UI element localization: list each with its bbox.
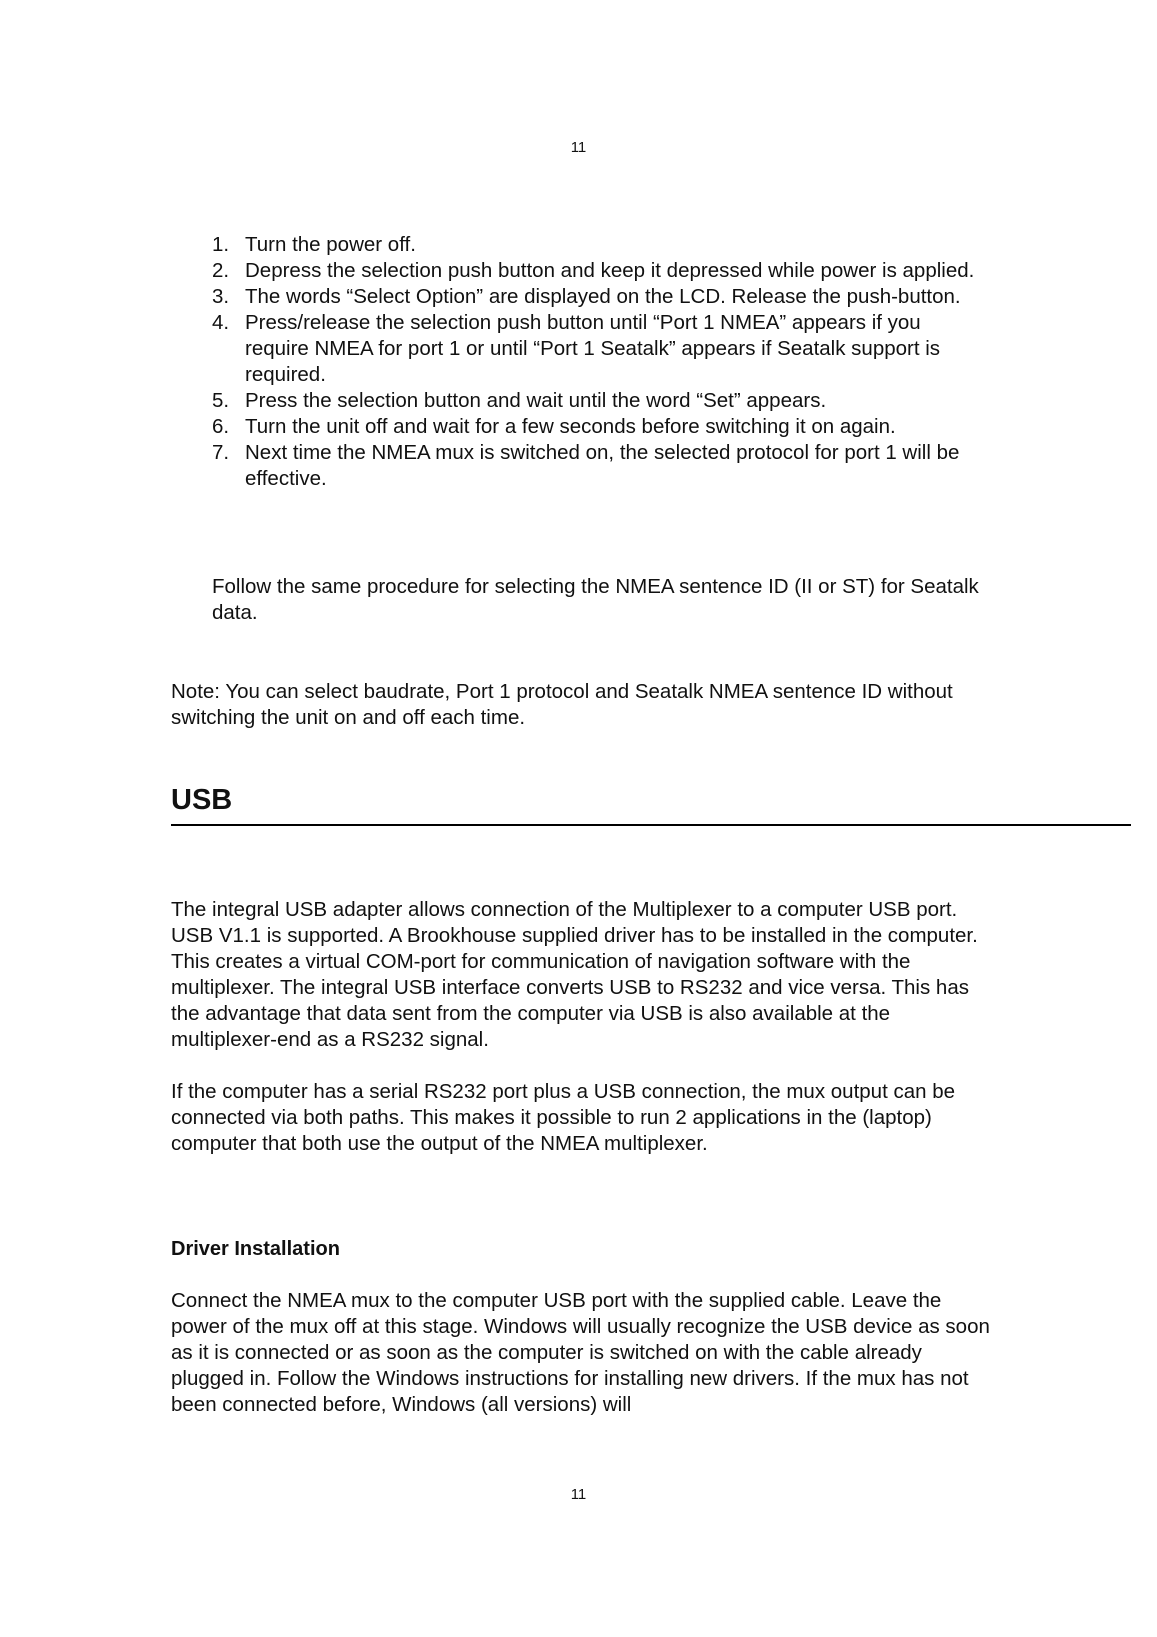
list-item: [212, 284, 982, 310]
section-divider: [171, 824, 1131, 826]
driver-installation-heading: Driver Installation: [171, 1238, 340, 1260]
step-text: Press the selection button and wait until the word “Set” appears.: [245, 389, 827, 412]
step-number: 5.: [212, 389, 230, 412]
step-number: 3.: [212, 285, 230, 308]
list-item: [212, 440, 982, 492]
step-number: 1.: [212, 233, 230, 256]
usb-serial-paragraph: If the computer has a serial RS232 port plus a USB connection, the mux output can be connected via both paths. This makes it possible to run 2 applications in the (laptop) computer that both use the output of the NMEA multiplexer.: [171, 1080, 956, 1155]
follow-procedure-text: Follow the same procedure for selecting the NMEA sentence ID (II or ST) for Seatalk data.: [212, 575, 979, 624]
list-item: [212, 310, 982, 388]
page-number-bottom: 11: [570, 1486, 587, 1503]
procedure-steps-list: [212, 232, 982, 492]
step-number: 6.: [212, 415, 230, 438]
step-number: 2.: [212, 259, 230, 282]
page-number-top: 11: [570, 139, 587, 156]
step-number: 4.: [212, 311, 230, 334]
note-text: Note: You can select baudrate, Port 1 protocol and Seatalk NMEA sentence ID without switching the unit on and off each time.: [171, 680, 953, 729]
step-text: Depress the selection push button and keep it depressed while power is applied.: [245, 259, 975, 282]
list-item: [212, 258, 982, 284]
step-text: Press/release the selection push button until “Port 1 NMEA” appears if you require NMEA for port 1 or until “Port 1 Seatalk” appears if Seatalk support is required.: [245, 311, 941, 386]
step-number: 7.: [212, 441, 230, 464]
step-text: The words “Select Option” are displayed on the LCD. Release the push-button.: [245, 285, 961, 308]
usb-intro-paragraph: The integral USB adapter allows connection of the Multiplexer to a computer USB port. USB V1.1 is supported. A Brookhouse supplied driver has to be installed in the computer. This creates a virtual COM-port for communication of navigation software with the multiplexer. The integral USB interface converts USB to RS232 and vice versa. This has the advantage that data sent from the computer via USB is also available at the multiplexer-end as a RS232 signal.: [171, 898, 978, 1051]
driver-installation-text: Connect the NMEA mux to the computer USB port with the supplied cable. Leave the power of the mux off at this stage. Windows will usually recognize the USB device as soon as it is connected or as soon as the computer is switched on with the cable already plugged in. Follow the Windows instructions for installing new drivers. If the mux has not been connected before, Windows (all versions) will: [171, 1289, 990, 1416]
list-item: [212, 232, 982, 258]
list-item: [212, 414, 982, 440]
step-text: Next time the NMEA mux is switched on, the selected protocol for port 1 will be effective.: [245, 441, 960, 490]
step-text: Turn the unit off and wait for a few seconds before switching it on again.: [245, 415, 896, 438]
usb-section-title: USB: [171, 784, 233, 816]
step-text: Turn the power off.: [245, 233, 416, 256]
list-item: [212, 388, 982, 414]
